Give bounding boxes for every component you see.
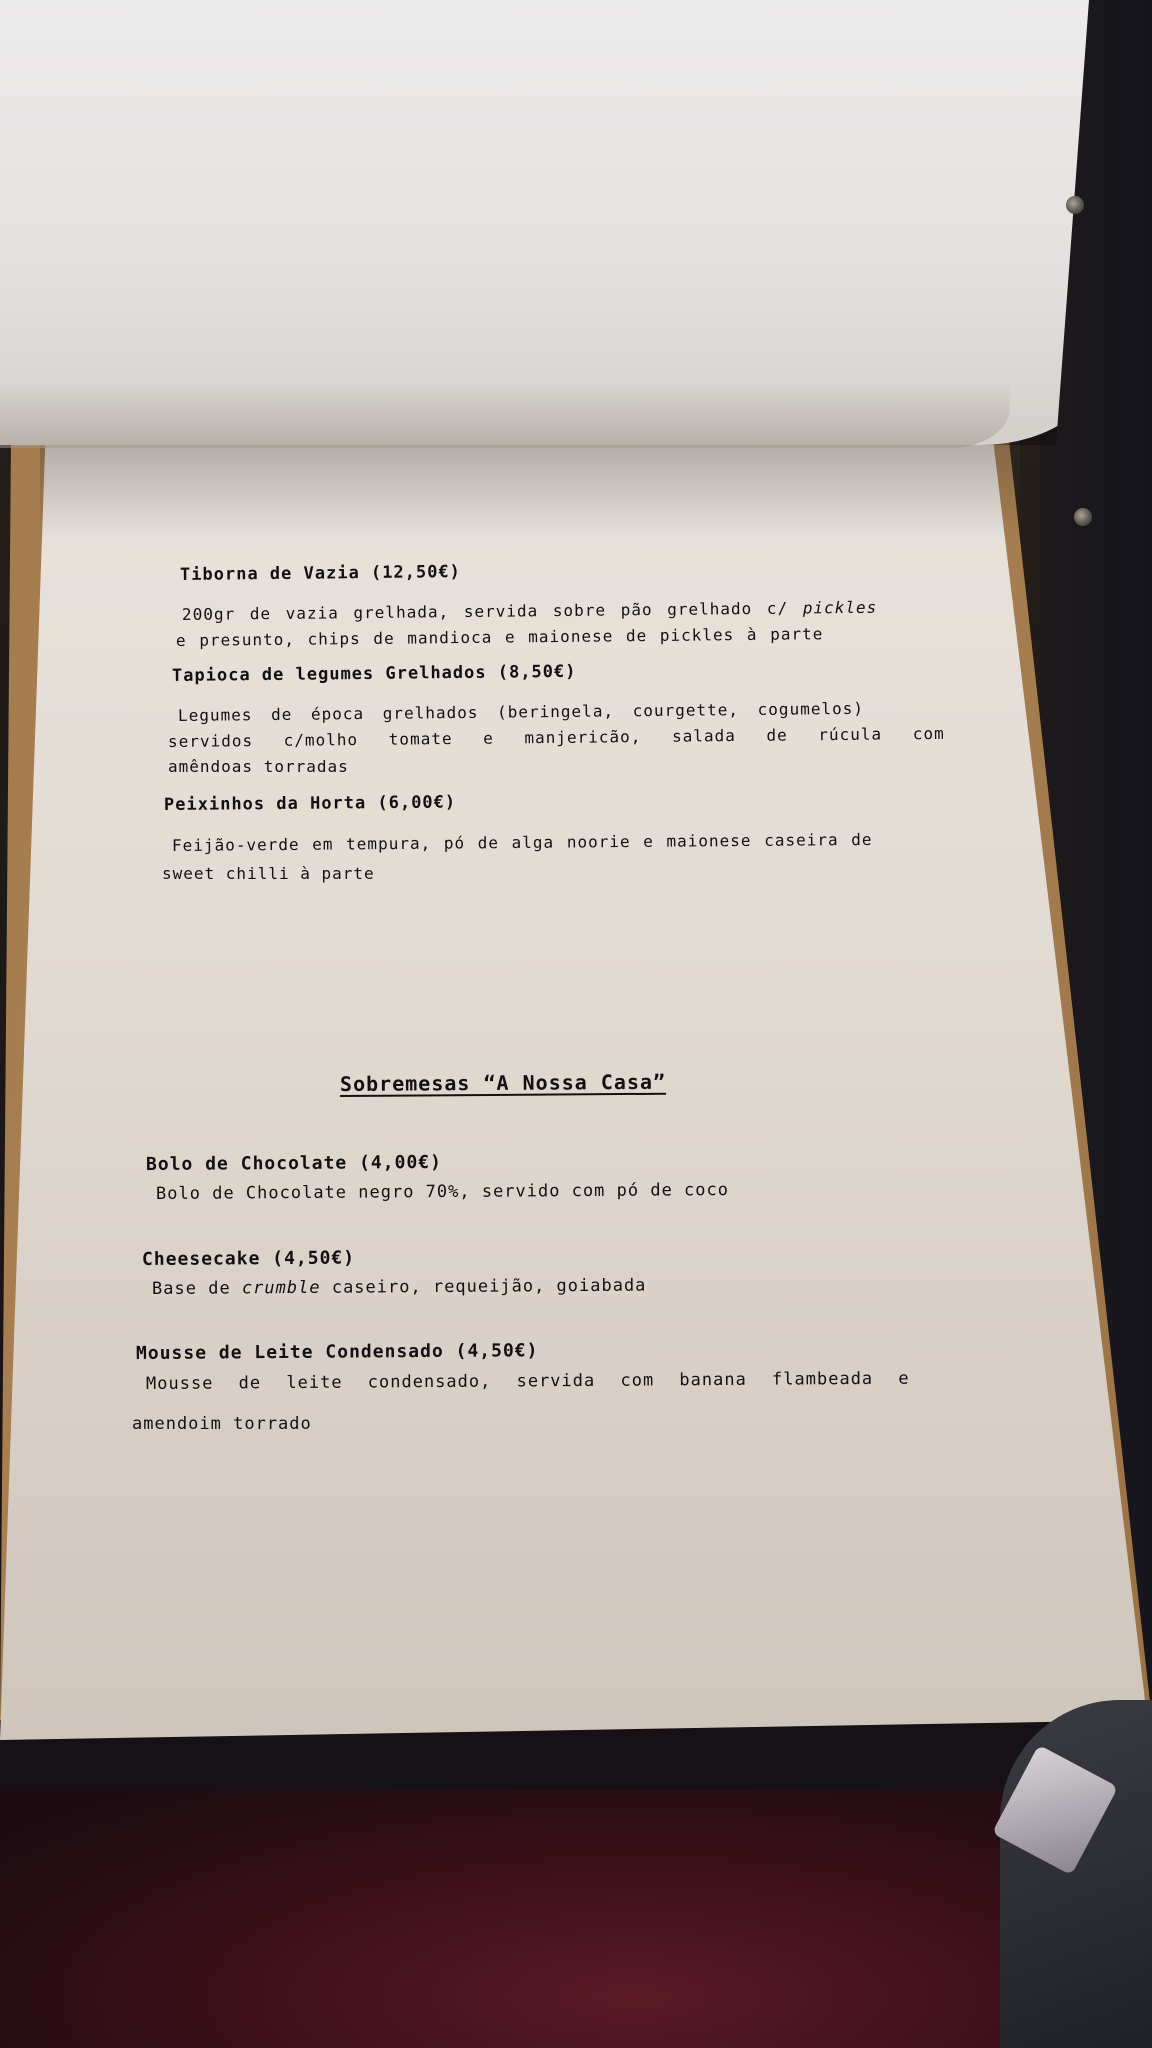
description-italic: crumble bbox=[241, 1277, 321, 1299]
menu-item-description: Feijão-verde em tempura, pó de alga noorie e maionese caseira de bbox=[171, 829, 873, 855]
menu-item-description: amêndoas torradas bbox=[168, 757, 349, 776]
desserts-heading: Sobremesas “A Nossa Casa” bbox=[339, 1069, 667, 1096]
dessert-description: Mousse de leite condensado, servida com banana flambeada e bbox=[145, 1368, 910, 1394]
menu-item-description: sweet chilli à parte bbox=[162, 864, 375, 883]
menu-item-title: Tiborna de Vazia (12,50€) bbox=[179, 562, 461, 585]
menu-item-description bbox=[182, 598, 877, 624]
description-text: Base de bbox=[151, 1278, 231, 1299]
dessert-title: Cheesecake (4,50€) bbox=[141, 1247, 356, 1270]
description-text: 200gr de vazia grelhada, servida sobre pão grelhado c/ bbox=[181, 598, 789, 624]
description-text: caseiro, requeijão, goiabada bbox=[331, 1275, 647, 1298]
dessert-description: Bolo de Chocolate negro 70%, servido com pó de coco bbox=[155, 1180, 730, 1204]
menu-item-description: servidos c/molho tomate e manjericão, salada de rúcula com bbox=[167, 723, 945, 751]
menu-item-description: Legumes de época grelhados (beringela, courgette, cogumelos) bbox=[177, 698, 865, 725]
menu-item-title: Peixinhos da Horta (6,00€) bbox=[163, 792, 457, 815]
menu-item-title: Tapioca de legumes Grelhados (8,50€) bbox=[171, 661, 577, 686]
dessert-title: Mousse de Leite Condensado (4,50€) bbox=[135, 1340, 539, 1364]
dessert-title: Bolo de Chocolate (4,00€) bbox=[145, 1151, 443, 1175]
description-italic: pickles bbox=[802, 597, 878, 618]
dessert-description bbox=[152, 1276, 647, 1299]
menu-item-description: e presunto, chips de mandioca e maionese de pickles à parte bbox=[175, 624, 824, 650]
dessert-description: amendoim torrado bbox=[132, 1414, 312, 1434]
